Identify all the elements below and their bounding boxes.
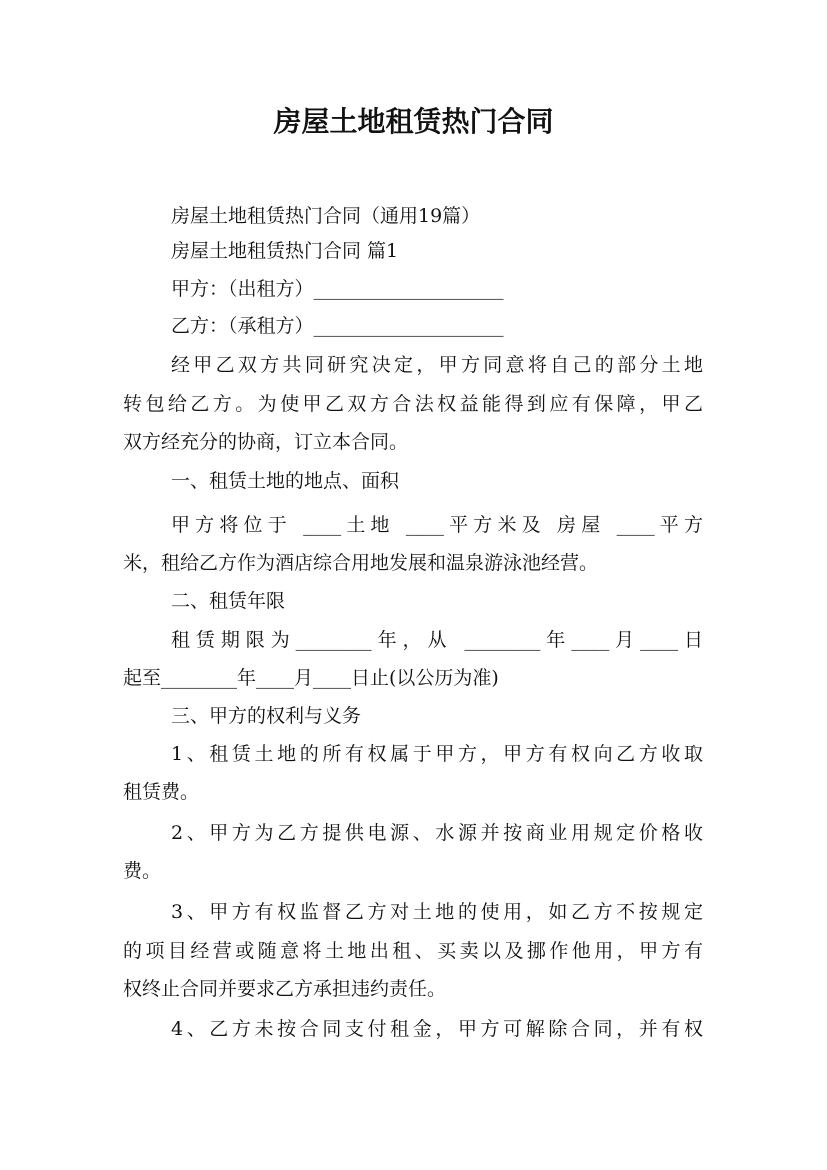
document-title: 房屋土地租赁热门合同 <box>273 105 554 138</box>
document-subtitle: 房屋土地租赁热门合同（通用19篇） <box>171 205 481 227</box>
paragraph-line: 4、乙方未按合同支付租金，甲方可解除合同，并有权 <box>171 1018 703 1040</box>
paragraph-line: 费。 <box>123 860 162 882</box>
paragraph-line: 3、甲方有权监督乙方对土地的使用，如乙方不按规定 <box>171 901 703 923</box>
paragraph-line: 双方经充分的协商，订立本合同。 <box>123 431 409 453</box>
paragraph-line: 甲方将位于 ____土地 ____平方米及 房屋 ____平方 <box>171 514 703 536</box>
paragraph-line: 租赁费。 <box>123 781 200 803</box>
section-heading: 三、甲方的权利与义务 <box>171 705 362 727</box>
section-heading-part-1: 房屋土地租赁热门合同 篇1 <box>171 240 399 262</box>
paragraph-line: 转包给乙方。为使甲乙双方合法权益能得到应有保障，甲乙 <box>123 393 703 415</box>
paragraph-line: 经甲乙双方共同研究决定，甲方同意将自己的部分土地 <box>171 354 703 376</box>
paragraph-line: 租赁期限为________年，从 ________年____月____日 <box>171 629 703 651</box>
paragraph-line: 2、甲方为乙方提供电源、水源并按商业用规定价格收 <box>171 822 703 844</box>
paragraph-line: 权终止合同并要求乙方承担违约责任。 <box>123 978 447 1000</box>
paragraph-line: 1、租赁土地的所有权属于甲方，甲方有权向乙方收取 <box>171 743 703 765</box>
paragraph-line: 起至________年____月____日止(以公历为准) <box>123 667 499 689</box>
party-b-line: 乙方：（承租方）____________________ <box>171 315 504 337</box>
paragraph-line: 的项目经营或随意将土地出租、买卖以及挪作他用，甲方有 <box>123 940 703 962</box>
section-heading: 一、租赁土地的地点、面积 <box>171 470 400 492</box>
party-a-line: 甲方：（出租方）____________________ <box>171 278 504 300</box>
section-heading: 二、租赁年限 <box>171 590 286 612</box>
paragraph-line: 米，租给乙方作为酒店综合用地发展和温泉游泳池经营。 <box>123 552 599 574</box>
